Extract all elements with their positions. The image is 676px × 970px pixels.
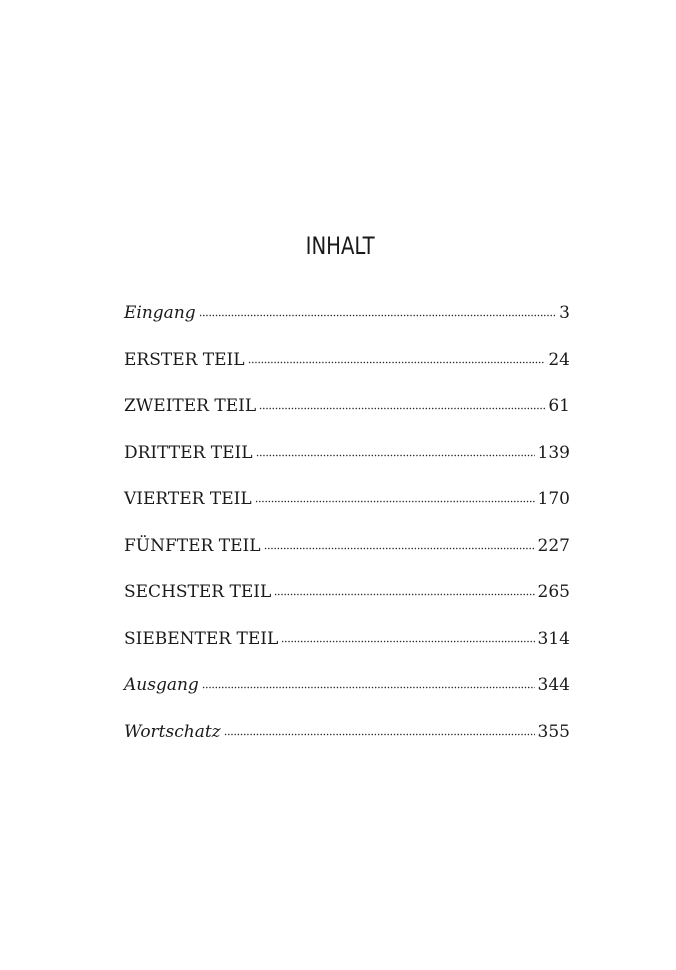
toc-entry-erster-teil <box>124 347 570 394</box>
dot-leader <box>259 393 545 411</box>
toc-entry-page-number: 314 <box>537 628 570 649</box>
toc-entry-siebenter-teil <box>124 626 570 673</box>
dot-leader <box>281 626 534 644</box>
toc-entry-label: FÜNFTER TEIL <box>124 535 261 556</box>
toc-entry-label: SECHSTER TEIL <box>124 582 272 602</box>
dot-leader <box>202 672 535 690</box>
toc-entry-vierter-teil <box>124 486 570 533</box>
toc-entry-eingang <box>124 300 570 347</box>
toc-entry-page-number: 227 <box>537 535 570 556</box>
toc-entry-page-number: 344 <box>537 675 570 695</box>
toc-entry-page-number: 61 <box>548 396 570 416</box>
toc-entry-label: SIEBENTER TEIL <box>124 628 279 649</box>
dot-leader <box>255 486 535 504</box>
dot-leader <box>274 579 534 597</box>
toc-title: INHALT <box>305 232 375 260</box>
toc-entry-page-number: 170 <box>537 489 570 509</box>
toc-entry-dritter-teil <box>124 440 570 487</box>
dot-leader <box>224 719 535 737</box>
toc-entry-label: ZWEITER TEIL <box>124 396 257 416</box>
toc-entry-page-number: 265 <box>537 582 570 602</box>
dot-leader <box>256 440 535 458</box>
toc-entry-label: DRITTER TEIL <box>124 442 253 463</box>
toc-entry-label: ERSTER TEIL <box>124 349 245 370</box>
toc-entry-page-number: 24 <box>548 349 570 370</box>
toc-entry-label: Eingang <box>124 303 196 323</box>
toc-entry-zweiter-teil <box>124 393 570 440</box>
table-of-contents <box>124 300 570 765</box>
toc-entry-sechster-teil <box>124 579 570 626</box>
toc-entry-ausgang <box>124 672 570 719</box>
toc-entry-label: Ausgang <box>124 675 199 695</box>
toc-entry-label: Wortschatz <box>124 721 221 742</box>
toc-entry-page-number: 355 <box>537 721 570 742</box>
toc-entry-wortschatz <box>124 719 570 766</box>
toc-entry-label: VIERTER TEIL <box>124 489 252 509</box>
toc-entry-page-number: 3 <box>559 303 570 323</box>
dot-leader <box>248 347 546 365</box>
dot-leader <box>199 300 557 318</box>
toc-entry-fuenfter-teil <box>124 533 570 580</box>
dot-leader <box>264 533 535 551</box>
toc-entry-page-number: 139 <box>537 442 570 463</box>
